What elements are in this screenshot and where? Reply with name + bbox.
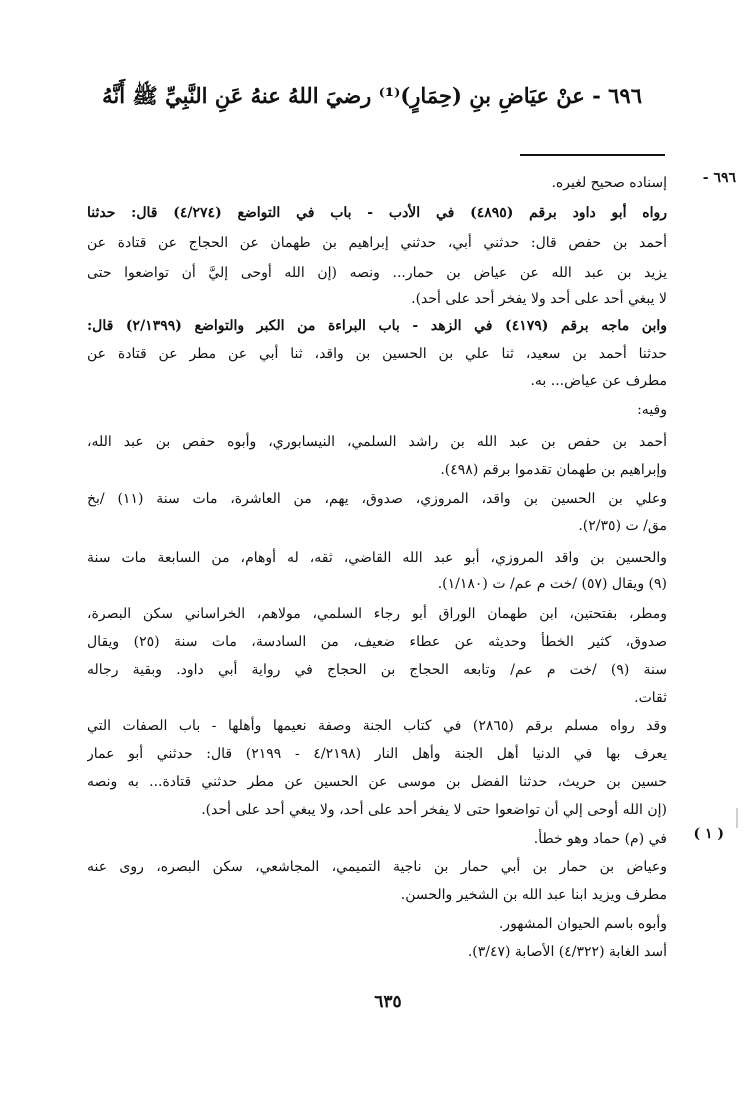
text-line: وفيه: xyxy=(637,402,667,418)
footnote-number: ( ١ ) xyxy=(693,826,724,842)
text-line: صدوق، كثير الخطأ وحديثه عن عطاء ضعيف، من السادسة، مات سنة (٢٥) ويقال xyxy=(87,634,667,650)
text-line: وعلي بن الحسين بن واقد، المروزي، صدوق، يهم، من العاشرة، مات سنة (١١) /بخ xyxy=(87,491,667,507)
text-line: ثقات. xyxy=(634,690,667,706)
text-line: (إن الله أوحى إلي أن تواضعوا حتى لا يفخر أحد على أحد، ولا يبغي أحد على أحد). xyxy=(201,802,667,818)
footnote-line: وأبوه باسم الحيوان المشهور. xyxy=(498,916,667,932)
text-line: وإبراهيم بن طهمان تقدموا برقم (٤٩٨). xyxy=(440,462,667,478)
text-line: (٩) ويقال (٥٧) /خت م عم/ ت (١/١٨٠). xyxy=(437,576,667,592)
text-line: حدثنا أحمد بن سعيد، ثنا علي بن الحسين بن واقد، ثنا أبي عن مطر عن قتادة عن xyxy=(87,346,667,362)
text-line: والحسين بن واقد المروزي، أبو عبد الله القاضي، ثقه، له أوهام، من السابعة مات سنة xyxy=(87,550,667,566)
margin-mark xyxy=(736,808,738,828)
text-line: إسناده صحيح لغيره. xyxy=(551,175,667,191)
text-line: مق/ ت (٢/٣٥). xyxy=(578,518,667,534)
text-line: وقد رواه مسلم برقم (٢٨٦٥) في كتاب الجنة وصفة نعيمها وأهلها - باب الصفات التي xyxy=(87,718,667,734)
page-number: ٦٣٥ xyxy=(374,992,402,1012)
footnote-line: في (م) حماد وهو خطأ. xyxy=(533,831,667,847)
text-line: أحمد بن حفص قال: حدثني أبي، حدثني إبراهيم بن طهمان عن الحجاج عن قتادة عن xyxy=(87,235,667,251)
text-line: حسين بن حريث، حدثنا الفضل بن موسى عن الحسين عن مطر حدثني قتادة... به ونصه xyxy=(87,774,667,790)
text-line: وابن ماجه برقم (٤١٧٩) في الزهد - باب البراءة من الكبر والتواضع (٢/١٣٩٩) قال: xyxy=(87,318,667,334)
text-line: رواه أبو داود برقم (٤٨٩٥) في الأدب - باب في التواضع (٤/٢٧٤) قال: حدثنا xyxy=(87,205,667,221)
text-line: مطرف عن عياض... به. xyxy=(530,373,667,389)
footnote-line: أسد الغابة (٤/٣٢٢) الأصابة (٣/٤٧). xyxy=(467,944,667,960)
footnote-separator-rule xyxy=(520,154,665,156)
footnote-line: مطرف ويزيد ابنا عبد الله بن الشخير والحسن. xyxy=(400,887,667,903)
text-line: لا يبغي أحد على أحد ولا يفخر أحد على أحد). xyxy=(411,291,667,307)
hadith-note-number: ٦٩٦ - xyxy=(702,170,736,186)
text-line: سنة (٩) /خت م عم/ وتابعه الحجاج بن الحجاج في رواية أبي داود. وبقية رجاله xyxy=(87,662,667,678)
text-line: يزيد بن عبد الله عن عياض بن حمار... ونصه (إن الله أوحى إليَّ أن تواضعوا حتى xyxy=(87,265,667,281)
text-line: ومطر، بفتحتين، ابن طهمان الوراق أبو رجاء السلمي، مولاهم، الخراساني سكن البصرة، xyxy=(87,606,667,622)
footnote-line: وعياض بن حمار بن أبي حمار بن ناجية التميمي، المجاشعي، سكن البصره، روى عنه xyxy=(87,859,667,875)
text-line: أحمد بن حفص بن عبد الله بن راشد السلمي، النيسابوري، وأبوه حفص بن عبد الله، xyxy=(87,434,667,450)
hadith-heading: ٦٩٦ - عنْ عيَاضِ بنِ (حِمَارٍ)⁽¹⁾ رضيَ اللهُ عنهُ عَنِ النَّبِيِّ ﷺ أَنَّهُ xyxy=(102,83,642,108)
text-line: يعرف بها في الدنيا أهل الجنة وأهل النار (٤/٢١٩٨ - ٢١٩٩) قال: حدثني أبو عمار xyxy=(87,746,667,762)
